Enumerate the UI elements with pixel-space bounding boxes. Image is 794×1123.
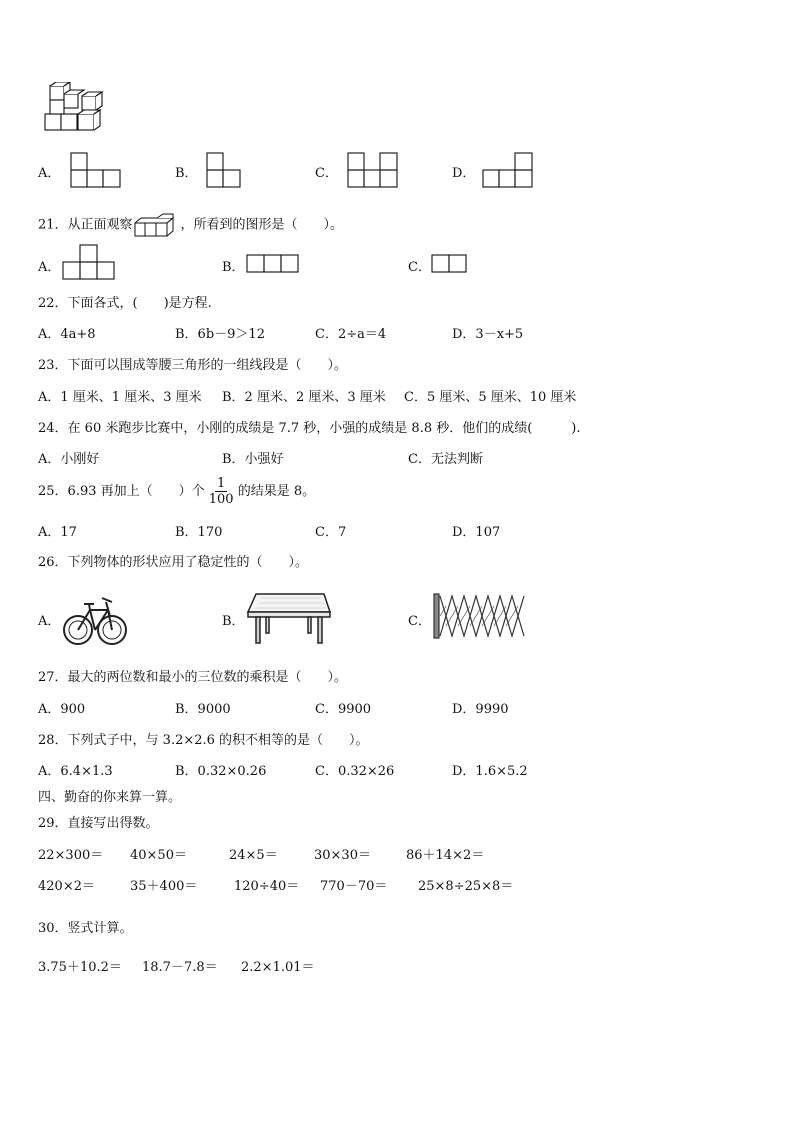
q20-option-d-label[interactable]: D．	[452, 166, 476, 181]
q27-option-a[interactable]: A．900	[38, 702, 86, 717]
q29-item[interactable]: 120÷40＝	[234, 879, 300, 894]
q22-option-a[interactable]: A．4a+8	[38, 327, 96, 342]
q21-option-c-figure	[431, 254, 467, 273]
q21-option-a-label[interactable]: A．	[38, 260, 61, 275]
q21-inline-figure	[133, 213, 181, 237]
q25-stem	[38, 476, 315, 507]
q25-option-b[interactable]: B．170	[175, 525, 223, 540]
q29-item[interactable]: 24×5＝	[229, 848, 278, 863]
q24-stem: 24．在 60 米跑步比赛中，小刚的成绩是 7.7 秒，小强的成绩是 8.8 秒．他们的成绩( ).	[38, 421, 581, 436]
q29-stem: 29．直接写出得数。	[38, 816, 159, 831]
q21-option-b-label[interactable]: B．	[222, 260, 245, 275]
q28-stem: 28．下列式子中，与 3.2×2.6 的积不相等的是（ ）。	[38, 733, 369, 748]
q23-option-c[interactable]: C．5 厘米、5 厘米、10 厘米	[404, 390, 577, 405]
q20-option-b-label[interactable]: B．	[175, 166, 198, 181]
q22-stem: 22．下面各式，( )是方程.	[38, 296, 212, 311]
q28-option-c[interactable]: C．0.32×26	[315, 764, 395, 779]
q20-option-d-figure	[482, 152, 534, 188]
q27-option-c[interactable]: C．9900	[315, 702, 372, 717]
q25-suffix: 的结果是 8。	[237, 484, 316, 499]
q21-suffix: ，所看到的图形是（ ）。	[180, 217, 344, 233]
q27-stem: 27．最大的两位数和最小的三位数的乘积是（ ）。	[38, 670, 348, 685]
q20-option-b-figure	[206, 152, 242, 188]
q29-item[interactable]: 770－70＝	[320, 879, 388, 894]
q21-prefix: 21．从正面观察	[38, 217, 133, 233]
q25-option-d[interactable]: D．107	[452, 525, 501, 540]
q29-item[interactable]: 86＋14×2＝	[406, 848, 485, 863]
q22-option-d[interactable]: D．3－x+5	[452, 327, 524, 342]
q21-option-b-figure	[246, 254, 300, 273]
q24-option-c[interactable]: C．无法判断	[408, 452, 483, 467]
q20-option-a-figure	[70, 152, 122, 188]
q26-option-b-label[interactable]: B．	[222, 614, 245, 629]
expandable-gate-image	[432, 590, 532, 642]
q27-option-d[interactable]: D．9990	[452, 702, 509, 717]
table-image	[246, 590, 332, 646]
bicycle-image	[62, 584, 128, 648]
q24-option-b[interactable]: B．小强好	[222, 452, 284, 467]
q29-item[interactable]: 35＋400＝	[130, 879, 198, 894]
q21-option-c-label[interactable]: C．	[408, 260, 431, 275]
q21-stem	[38, 213, 343, 237]
q29-item[interactable]: 40×50＝	[130, 848, 187, 863]
q20-option-c-label[interactable]: C．	[315, 166, 338, 181]
q20-cube-figure	[42, 82, 112, 134]
q20-option-a-label[interactable]: A．	[38, 166, 61, 181]
q28-option-b[interactable]: B．0.32×0.26	[175, 764, 267, 779]
q28-option-d[interactable]: D．1.6×5.2	[452, 764, 528, 779]
q23-option-b[interactable]: B．2 厘米、2 厘米、3 厘米	[222, 390, 386, 405]
q27-option-b[interactable]: B．9000	[175, 702, 231, 717]
q25-fraction-numerator: 1	[217, 476, 226, 491]
q23-option-a[interactable]: A．1 厘米、1 厘米、3 厘米	[38, 390, 202, 405]
q30-item[interactable]: 18.7－7.8＝	[142, 960, 218, 975]
q25-fraction	[209, 476, 234, 507]
q29-item[interactable]: 30×30＝	[314, 848, 371, 863]
q22-option-c[interactable]: C．2÷a＝4	[315, 327, 387, 342]
q29-item[interactable]: 25×8÷25×8＝	[418, 879, 514, 894]
q25-option-c[interactable]: C．7	[315, 525, 347, 540]
q30-item[interactable]: 2.2×1.01＝	[241, 960, 315, 975]
q30-stem: 30．竖式计算。	[38, 921, 133, 936]
section-title: 四、勤奋的你来算一算。	[38, 790, 182, 805]
q30-item[interactable]: 3.75＋10.2＝	[38, 960, 122, 975]
q26-option-a-label[interactable]: A．	[38, 614, 61, 629]
q25-fraction-denominator: 100	[208, 492, 234, 507]
q28-option-a[interactable]: A．6.4×1.3	[38, 764, 113, 779]
q26-option-c-label[interactable]: C．	[408, 614, 431, 629]
q22-option-b[interactable]: B．6b－9＞12	[175, 327, 265, 342]
q29-item[interactable]: 420×2＝	[38, 879, 95, 894]
q26-stem: 26．下列物体的形状应用了稳定性的（ ）。	[38, 555, 309, 570]
q25-prefix: 25．6.93 再加上（ ）个	[38, 484, 205, 499]
q21-option-a-figure	[62, 244, 116, 280]
q24-option-a[interactable]: A．小刚好	[38, 452, 100, 467]
q25-option-a[interactable]: A．17	[38, 525, 77, 540]
q23-stem: 23．下面可以围成等腰三角形的一组线段是（ ）。	[38, 358, 348, 373]
q29-item[interactable]: 22×300＝	[38, 848, 104, 863]
q20-option-c-figure	[347, 152, 399, 188]
